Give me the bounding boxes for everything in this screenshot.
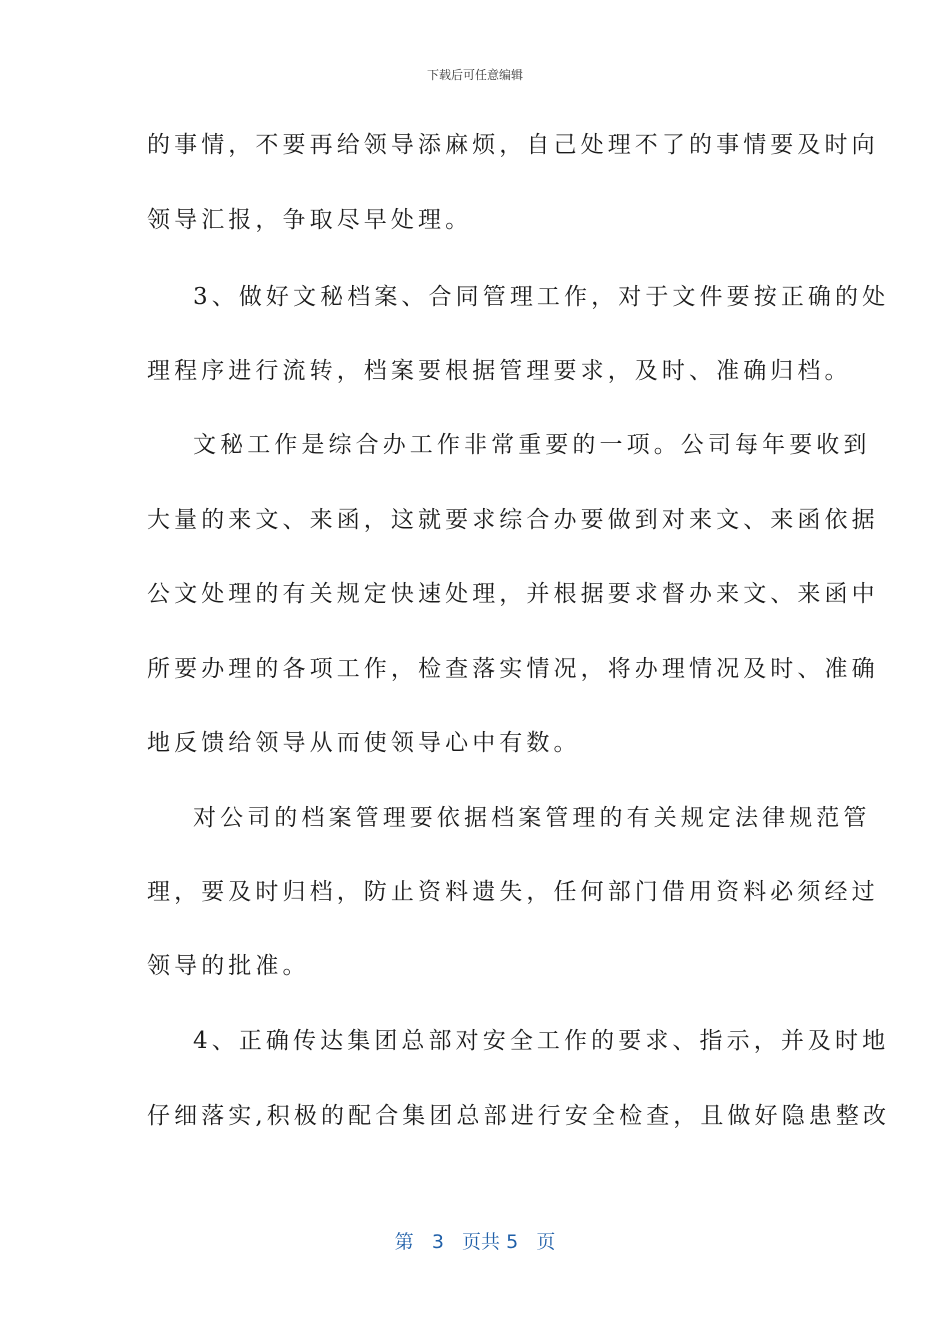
page-label-suffix: 页 — [536, 1231, 556, 1253]
body-line: 4、正确传达集团总部对安全工作的要求、指示，并及时地 — [193, 1028, 890, 1054]
body-line: 的事情，不要再给领导添麻烦，自己处理不了的事情要及时向 — [147, 132, 879, 158]
body-line: 所要办理的各项工作，检查落实情况，将办理情况及时、准确 — [147, 656, 879, 682]
current-page-number: 3 — [431, 1231, 444, 1253]
body-line: 理程序进行流转，档案要根据管理要求，及时、准确归档。 — [147, 358, 852, 384]
page-footer — [0, 1227, 950, 1254]
page-label-middle: 页共 — [462, 1231, 501, 1253]
body-line: 领导汇报，争取尽早处理。 — [147, 207, 473, 233]
body-line: 地反馈给领导从而使领导心中有数。 — [147, 730, 581, 756]
body-line: 仔细落实,积极的配合集团总部进行安全检查，且做好隐患整改 — [147, 1103, 891, 1129]
body-line: 文秘工作是综合办工作非常重要的一项。公司每年要收到 — [193, 432, 871, 458]
total-pages-number: 5 — [506, 1231, 519, 1253]
body-line: 大量的来文、来函，这就要求综合办要做到对来文、来函依据 — [147, 507, 879, 533]
body-line: 公文处理的有关规定快速处理，并根据要求督办来文、来函中 — [147, 581, 879, 607]
body-line: 对公司的档案管理要依据档案管理的有关规定法律规范管 — [193, 805, 871, 831]
body-line: 理，要及时归档，防止资料遗失，任何部门借用资料必须经过 — [147, 879, 879, 905]
body-line: 3、做好文秘档案、合同管理工作，对于文件要按正确的处 — [193, 284, 890, 310]
page-header: 下载后可任意编辑 — [426, 68, 523, 82]
body-line: 领导的批准。 — [147, 953, 310, 979]
page-label-prefix: 第 — [394, 1231, 414, 1253]
